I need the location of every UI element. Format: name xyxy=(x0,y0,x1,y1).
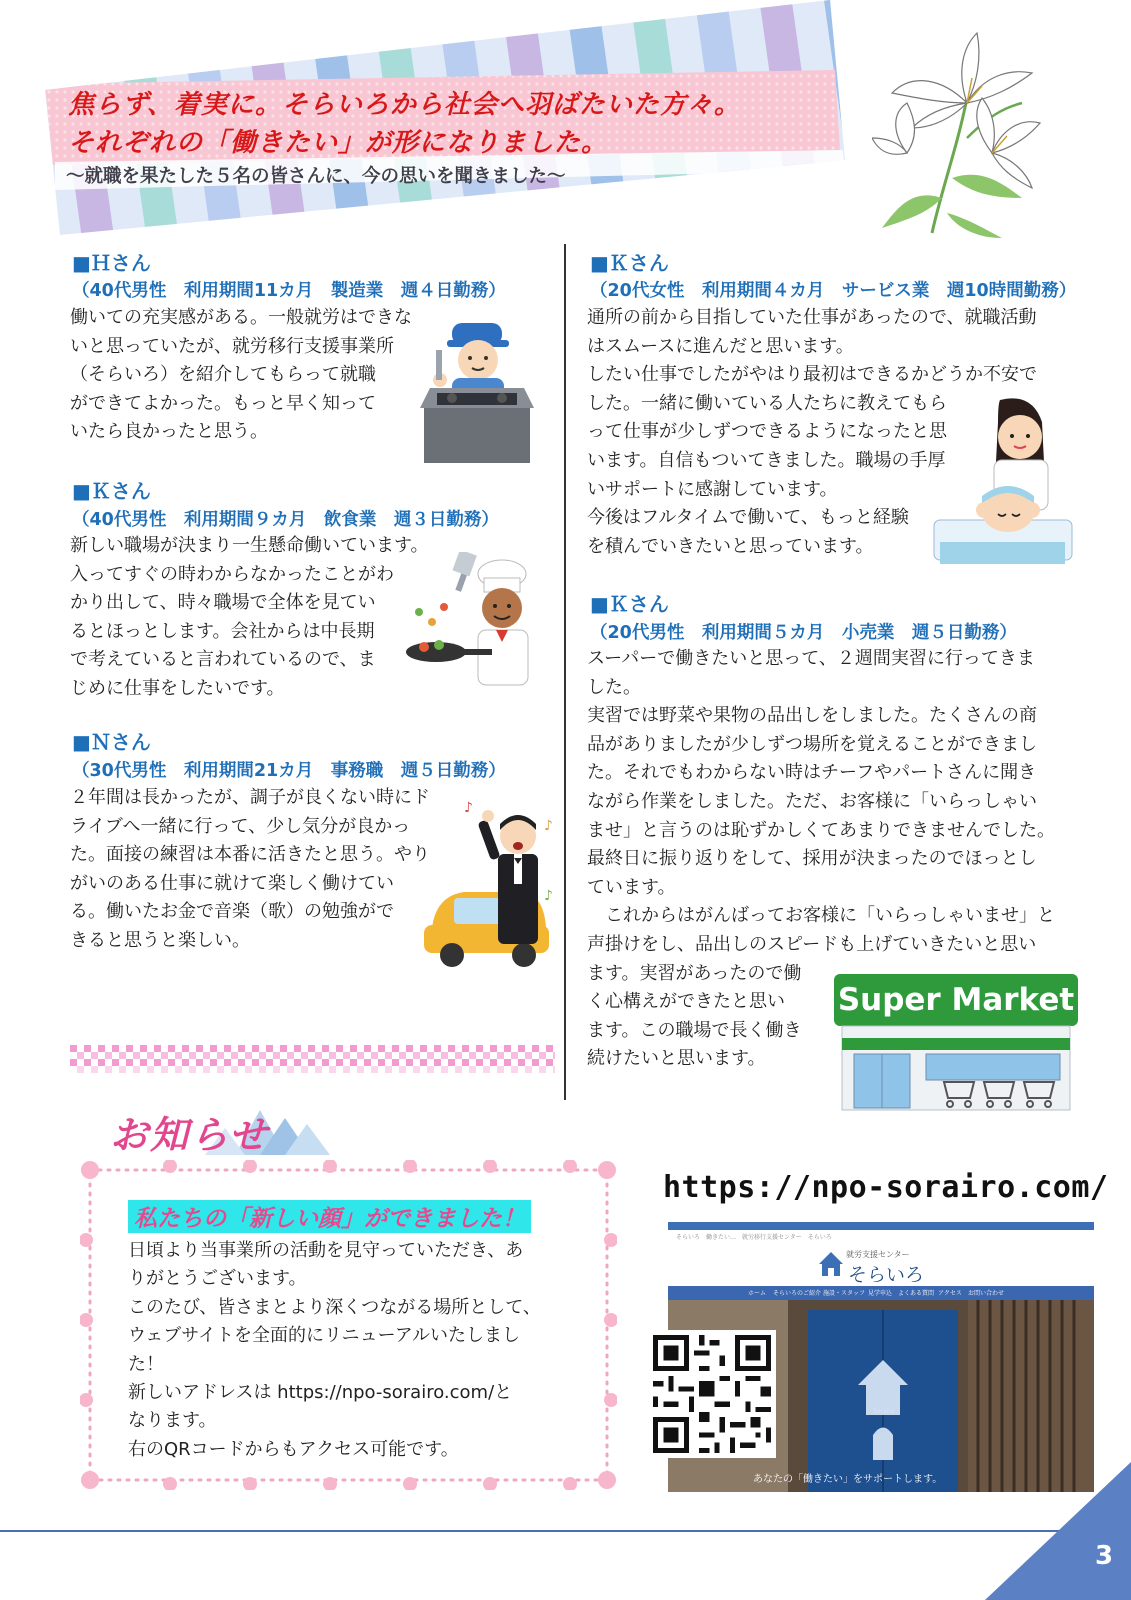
chef-illustration xyxy=(404,552,544,687)
profile-5-name: ■Ｋさん xyxy=(590,592,669,616)
site-nav-access[interactable]: アクセス xyxy=(938,1290,962,1297)
profile-5-line: ながら作業をしました。ただ、お客様に「いらっしゃい xyxy=(587,790,1037,812)
profile-5-line: これからはがんばってお客様に「いらっしゃいませ」と xyxy=(587,905,1055,927)
profile-5-line: 最終日に振り返りをして、採用が決まったのでほっとし xyxy=(587,848,1037,870)
headline-line-2: それぞれの「働きたい」が形になりました。 xyxy=(68,128,609,158)
site-topbar-text: そらいろ 働きたい… 就労移行支援センター そらいろ xyxy=(676,1234,832,1241)
therapist-illustration xyxy=(932,392,1074,572)
profile-5-line: 実習では野菜や果物の品出しをしました。たくさんの商 xyxy=(587,705,1037,727)
site-nav-bar xyxy=(668,1286,1094,1300)
notice-line: た！ xyxy=(128,1354,164,1375)
notice-line: このたび、皆さまとより深くつながる場所として、 xyxy=(128,1297,541,1318)
page-number: 3 xyxy=(1095,1541,1114,1571)
site-nav-about[interactable]: そらいろのご紹介 xyxy=(773,1290,822,1297)
profile-4-line: って仕事が少しずつできるようになったと思 xyxy=(587,421,947,443)
profile-5-line: スーパーで働きたいと思って、２週間実習に行ってきま xyxy=(587,648,1035,669)
profile-5-line: 声掛けをし、品出しのスピードも上げていきたいと思い xyxy=(587,933,1037,955)
svg-text:♪: ♪ xyxy=(544,888,553,904)
profile-3-meta: （30代男性 利用期間21カ月 事務職 週５日勤務） xyxy=(72,761,506,781)
profile-1-line: いたら良かったと思う。 xyxy=(70,421,268,443)
notice-line: りがとうございます。 xyxy=(128,1268,307,1289)
profile-5-line: ています。 xyxy=(587,876,676,898)
profile-5-line: く心構えができたと思い xyxy=(587,991,785,1013)
profile-3-line: きると思うと楽しい。 xyxy=(70,929,250,951)
qr-code[interactable] xyxy=(648,1330,776,1458)
profile-4-line: はスムースに進んだと思います。 xyxy=(587,335,854,357)
profile-2-name: ■Ｋさん xyxy=(72,479,151,503)
site-logo-icon xyxy=(818,1250,844,1278)
site-logo-subtitle: 就労支援センター xyxy=(846,1250,910,1259)
profile-3-line: ライブへ一緒に行って、少し気分が良かっ xyxy=(70,815,411,837)
checker-divider xyxy=(70,1045,555,1073)
profile-3-line: がいのある仕事に就けて楽しく働けてい xyxy=(70,872,394,894)
profile-5-line: ます。この職場で長く働き xyxy=(587,1019,802,1041)
factory-worker-illustration xyxy=(412,318,542,468)
profile-1-body xyxy=(70,304,412,447)
notice-line: ウェブサイトを全面的にリニューアルいたしまし xyxy=(128,1325,521,1346)
profile-3-line: る。働いたお金で音楽（歌）の勉強がで xyxy=(70,901,394,923)
profile-4-line: したい仕事でしたがやはり最初はできるかどうか不安で xyxy=(587,364,1037,386)
notice-heading: お知らせ xyxy=(110,1113,269,1157)
profile-2-body xyxy=(70,532,429,704)
profile-5-line: 続けたいと思います。 xyxy=(587,1048,766,1070)
profile-5-line: した。 xyxy=(587,676,641,698)
profile-2-meta: （40代男性 利用期間９カ月 飲食業 週３日勤務） xyxy=(72,510,499,530)
notice-title: 私たちの「新しい顔」ができました！ xyxy=(128,1200,531,1233)
site-hero-caption: あなたの「働きたい」をサポートします。 xyxy=(753,1474,943,1485)
profile-4-line: を積んでいきたいと思っています。 xyxy=(587,535,874,557)
profile-1-name: ■Ｈさん xyxy=(72,251,151,275)
profile-3-body xyxy=(70,784,430,956)
profile-5-line: ます。実習があったので働 xyxy=(587,962,802,984)
subheadline: ～就職を果たした５名の皆さんに、今の思いを聞きました～ xyxy=(66,166,566,187)
profile-3-name: ■Ｎさん xyxy=(72,730,151,754)
profile-4-line: した。一緒に働いている人たちに教えてもら xyxy=(587,392,947,414)
profile-2-line: かり出して、時々職場で全体を見てい xyxy=(70,592,376,614)
profile-3-line: た。面接の練習は本番に活きたと思う。やり xyxy=(70,844,430,866)
profile-4-line: 通所の前から目指していた仕事があったので、就職活動 xyxy=(587,307,1037,328)
profile-1-line: いと思っていたが、就労移行支援事業所 xyxy=(70,335,394,357)
site-logo-name: そらいろ xyxy=(848,1264,925,1286)
singer-car-illustration xyxy=(424,800,564,970)
profile-5-line: た。それでもわからない時はチーフやパートさんに聞き xyxy=(587,762,1037,784)
page-corner-triangle xyxy=(985,1462,1131,1600)
supermarket-illustration xyxy=(834,974,1078,1124)
site-nav-home[interactable]: ホーム xyxy=(748,1290,767,1297)
site-nav-contact[interactable]: お問い合わせ xyxy=(968,1290,1005,1297)
profile-5-meta: （20代男性 利用期間５カ月 小売業 週５日勤務） xyxy=(590,623,1017,643)
notice-line: 右のQRコードからもアクセス可能です。 xyxy=(128,1439,459,1460)
svg-text:♪: ♪ xyxy=(464,800,473,816)
profile-4-meta: （20代女性 利用期間４カ月 サービス業 週10時間勤務） xyxy=(590,281,1077,301)
profile-4-line: 今後はフルタイムで働いて、もっと経験 xyxy=(587,507,909,529)
supermarket-sign-text: Super Market xyxy=(837,982,1075,1018)
profile-1-line: 働いての充実感がある。一般就労はできな xyxy=(70,307,412,328)
profile-1-line: ができてよかった。もっと早く知って xyxy=(70,392,376,414)
notice-line: なります。 xyxy=(128,1410,217,1431)
profile-4-line: います。自信もついてきました。職場の手厚 xyxy=(587,449,946,471)
profile-1-meta: （40代男性 利用期間11カ月 製造業 週４日勤務） xyxy=(72,281,506,301)
lily-illustration xyxy=(872,18,1042,238)
profile-1-line: （そらいろ）を紹介してもらって就職 xyxy=(70,364,376,386)
profile-4-name: ■Ｋさん xyxy=(590,251,669,275)
footer-rule xyxy=(0,1530,1131,1532)
website-url[interactable]: https://npo-sorairo.com/ xyxy=(663,1170,1109,1205)
profile-3-line: ２年間は長かったが、調子が良くない時にド xyxy=(70,787,430,808)
notice-line: 新しいアドレスは https://npo-sorairo.com/と xyxy=(128,1382,513,1403)
profile-2-line: で考えていると言われているので、ま xyxy=(70,649,376,671)
profile-2-line: 入ってすぐの時わからなかったことがわ xyxy=(70,563,394,585)
site-nav-visit[interactable]: 見学申込 xyxy=(868,1290,893,1297)
profile-5-line: ませ」と言うのは恥ずかしくてあまりできませんでした。 xyxy=(587,819,1055,841)
profile-2-line: じめに仕事をしたいです。 xyxy=(70,677,285,699)
headline-line-1: 焦らず、着実に。そらいろから社会へ羽ばたいた方々。 xyxy=(68,90,741,120)
site-topbar xyxy=(668,1222,1094,1230)
site-noren-label: Sorairo xyxy=(873,1408,895,1415)
profile-2-line: るとほっとします。会社からは中長期 xyxy=(70,620,375,642)
profile-2-line: 新しい職場が決まり一生懸命働いています。 xyxy=(70,535,429,556)
profile-5-line: 品がありましたが少しずつ場所を覚えることができまし xyxy=(587,733,1037,755)
profile-4-line: いサポートに感謝しています。 xyxy=(587,478,838,500)
site-nav-faq[interactable]: よくある質問 xyxy=(898,1290,935,1297)
svg-text:♪: ♪ xyxy=(544,818,553,834)
column-divider xyxy=(564,244,566,1100)
notice-line: 日頃より当事業所の活動を見守っていただき、あ xyxy=(128,1240,524,1261)
site-nav-staff[interactable]: 施設・スタッフ xyxy=(823,1290,866,1297)
